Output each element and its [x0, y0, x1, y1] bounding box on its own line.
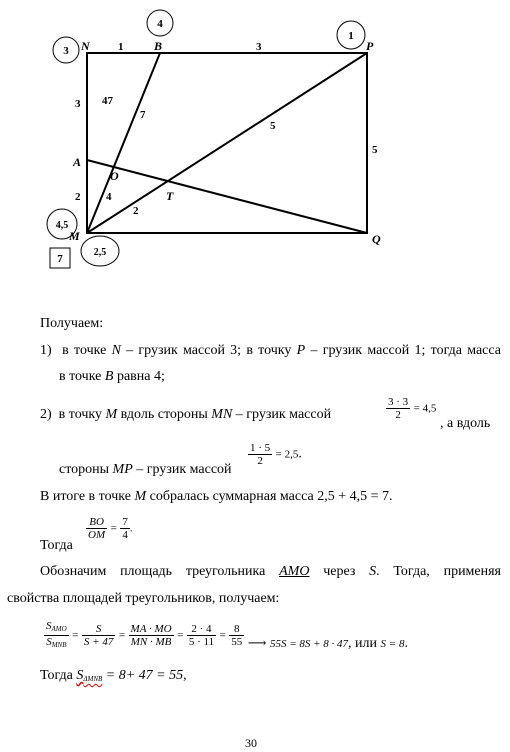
vertex-p: P	[366, 39, 374, 53]
label-bo: 7	[140, 109, 146, 121]
vertex-t: T	[166, 189, 174, 203]
item2-fraction2: $\frac{1 \cdot 5}{2}$ = 2,5.	[250, 442, 302, 467]
area-equation: $\frac{S_{AMO}}{S_{MNB}}$ = $\frac{S}{S + 47}$ = $\frac{MA \cdot MO}{MN \cdot MB}$ = $\frac{2 \cdot 4}{5 \cdot 11}$ = $\frac{8}{55}$ ⟶ $_{55S = 8S + 8 \cdot 47}$, или $_{S = 8}$.	[46, 620, 408, 651]
label-om: 4	[106, 191, 112, 203]
area-line2: свойства площадей треугольников, получаем:	[7, 591, 280, 606]
item2-fraction1: $\frac{3 \cdot 3}{2}$ = 4,5	[388, 396, 437, 421]
last-line: Тогда $S_{\Delta MNB} = 8+ 47 = 55$,	[40, 668, 187, 683]
vertex-m: M	[69, 229, 80, 243]
mass-m-side: 2,5	[93, 247, 107, 258]
item2-line1-end: , а вдоль	[440, 416, 491, 431]
label-bp: 3	[256, 41, 262, 53]
geometry-figure	[0, 0, 510, 290]
mass-m: 4,5	[55, 220, 69, 231]
label-tp: 5	[270, 120, 276, 132]
label-nb: 1	[118, 41, 124, 53]
vertex-o: O	[110, 169, 119, 183]
item1-line1: 1) в точке N – грузик массой 3; в точку P – грузик массой 1; тогда масса	[40, 343, 501, 358]
mass-p: 1	[348, 30, 354, 42]
mass-b: 4	[157, 18, 163, 30]
page-number: 30	[245, 736, 257, 750]
label-na: 3	[75, 98, 81, 110]
vertex-b: B	[154, 39, 163, 53]
segment-mb	[87, 53, 160, 233]
total-line: В итоге в точке M собралась суммарная масса 2,5 + 4,5 = 7.	[40, 489, 393, 504]
label-am: 2	[75, 191, 81, 203]
item2-line1: 2) в точку M вдоль стороны MN – грузик массой	[40, 407, 332, 422]
mass-m-total: 7	[57, 253, 63, 265]
segment-aq	[87, 160, 367, 233]
togda-label: Тогда	[40, 538, 73, 553]
vertex-a: A	[73, 155, 82, 169]
segment-mp	[87, 53, 367, 233]
label-region: 47	[102, 95, 113, 107]
item2-line2: стороны MP – грузик массой	[59, 462, 232, 477]
intro-line: Получаем:	[40, 316, 104, 331]
area-line1: Обозначим площадь треугольника AMO через S. Тогда, применяя	[40, 564, 502, 579]
ratio-formula: $\frac{BO}{OM}$ = $\frac{7}{4}$ .	[88, 516, 133, 541]
label-mt: 2	[133, 205, 139, 217]
vertex-q: Q	[372, 232, 381, 246]
vertex-n: N	[81, 39, 90, 53]
label-pq: 5	[372, 144, 378, 156]
mass-n: 3	[63, 45, 69, 57]
item1-line2: в точке B равна 4;	[59, 369, 165, 384]
